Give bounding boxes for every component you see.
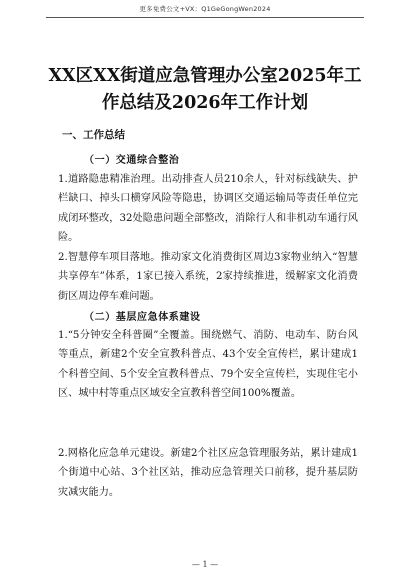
header-divider	[46, 17, 364, 18]
paragraph-grid-emergency-units: 2.网格化应急单元建设。新建2个社区应急管理服务站，累计建成1个街道中心站、3个社区站，推动应急管理关口前移，提升基层防灾减灾能力。	[58, 448, 358, 498]
subsection-heading-traffic: （一）交通综合整治	[84, 155, 180, 166]
paragraph-road-hazards: 1.道路隐患精准治理。出动排查人员210余人，针对标线缺失、护栏缺口、掉头口横穿风险等隐患，协调区交通运输局等责任单位完成闭环整改，32处隐患问题全部整改，消除行人和非机动车通行风险。	[58, 174, 358, 244]
subsection-heading-emergency-system: （二）基层应急体系建设	[84, 312, 201, 323]
paragraph-smart-parking: 2.智慧停车项目落地。推动家文化消费街区周边3家物业纳入“智慧共享停车”体系，1家已接入系统，2家持续推进，缓解家文化消费街区周边停车难问题。	[58, 252, 358, 302]
header-note: 更多免费公文+VX：Q1GeGongWen2024	[139, 5, 271, 13]
paragraph-safety-science-circle: 1.“5分钟安全科普圈”全覆盖。围绕燃气、消防、电动车、防台风等重点，新建2个安全宣教科普点、43个安全宣传栏，累计建成1个科普空间、5个安全宣教科普点、79个安全宣传栏，实现住宅小区、城中村等重点区域安全宣教科普空间100%覆盖。	[58, 330, 358, 400]
page-number: — 1 —	[191, 560, 219, 569]
document-title: XX区XX街道应急管理办公室2025年工作总结及2026年工作计划	[48, 66, 362, 113]
section-heading-summary: 一、工作总结	[62, 129, 125, 141]
